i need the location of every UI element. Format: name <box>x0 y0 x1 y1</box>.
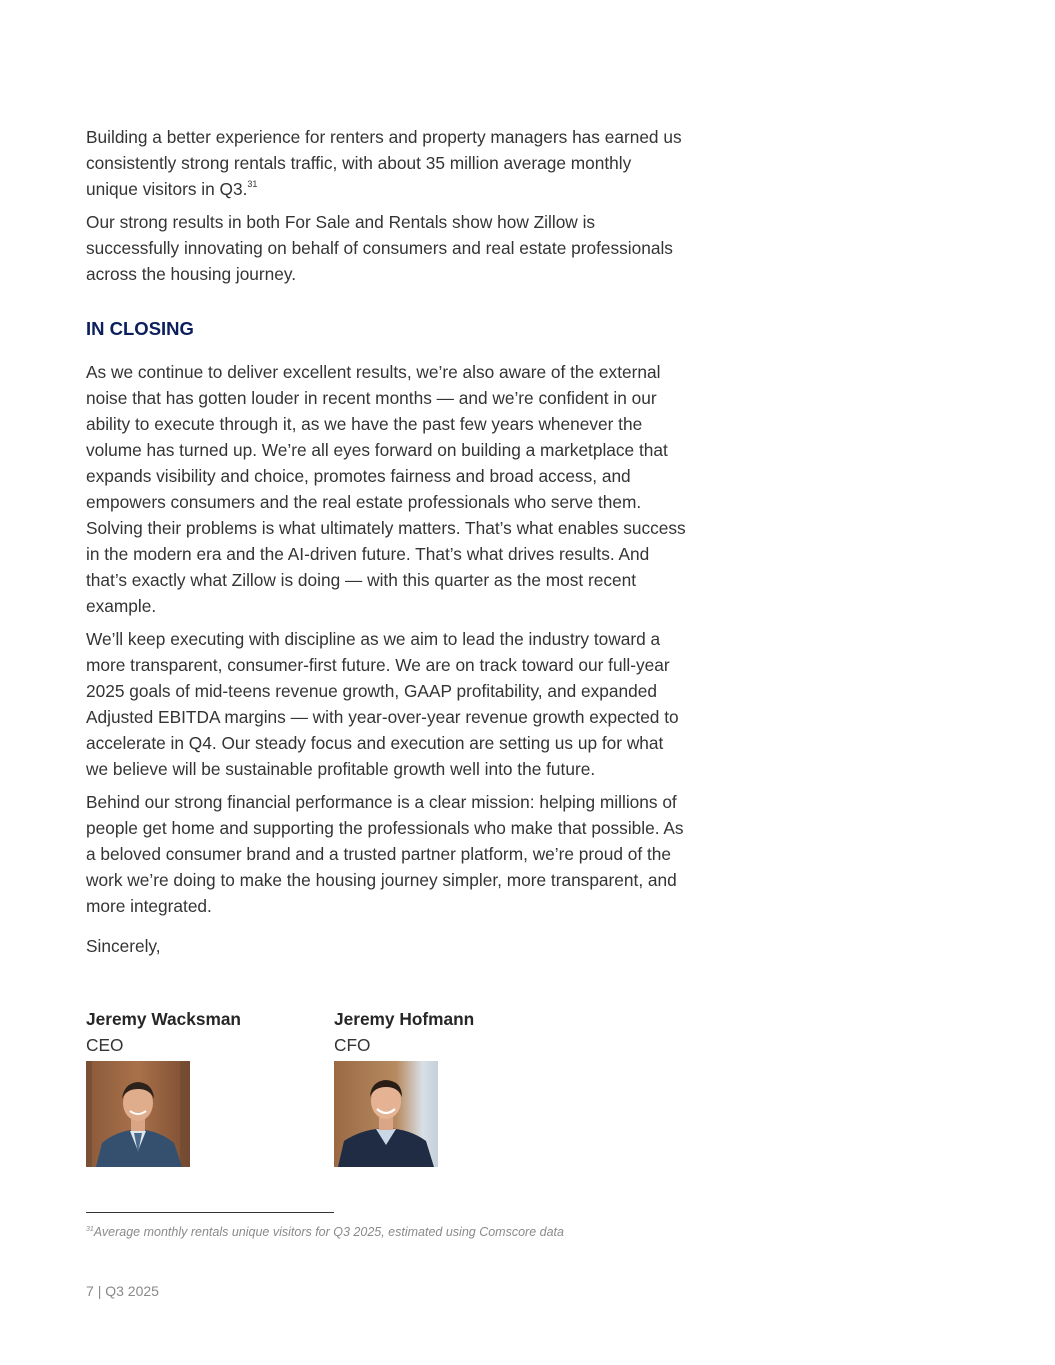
signatory-cfo <box>334 1006 474 1167</box>
footnote-number: 31 <box>86 1225 94 1233</box>
section-heading: IN CLOSING <box>86 318 194 339</box>
signatory-name: Jeremy Hofmann <box>334 1009 475 1029</box>
body-paragraph: As we continue to deliver excellent results, we’re also aware of the external noise that has gotten louder in recent months — and we’re confident in our ability to execute through it, as we have the past few years whenever the volume has turned up. We’re all eyes forward on building a marketplace that expands visibility and choice, promotes fairness and broad access, and empowers consumers and the real estate professionals who serve them. Solving their problems is what ultimately matters. That’s what enables success in the modern era and the AI-driven future. That’s what drives results. And that’s exactly what Zillow is doing — with this quarter as the most recent example. <box>86 362 686 616</box>
page-footer <box>86 1282 159 1300</box>
letter-body <box>86 124 686 959</box>
report-period: Q3 2025 <box>105 1283 159 1299</box>
footnote-text: Average monthly rentals unique visitors for Q3 2025, estimated using Comscore data <box>93 1225 564 1239</box>
body-paragraph: Behind our strong financial performance is a clear mission: helping millions of people get home and supporting the professionals who make that possible. As a beloved consumer brand and a trusted partner platform, we’re proud of the work we’re doing to make the housing journey simpler, more transparent, and more integrated. <box>86 792 684 916</box>
footnote-reference[interactable]: 31 <box>247 179 258 190</box>
footer-separator: | <box>97 1283 102 1299</box>
body-paragraph: Building a better experience for renters and property managers has earned us consistently strong rentals traffic, with about 35 million average monthly unique visitors in Q3.31 <box>86 127 682 199</box>
signatory-ceo <box>86 1006 241 1167</box>
footnote-divider <box>86 1212 334 1213</box>
signatory-title: CEO <box>86 1035 124 1055</box>
signatory-name: Jeremy Wacksman <box>86 1009 241 1029</box>
signatory-title: CFO <box>334 1035 371 1055</box>
ceo-portrait-photo <box>86 1061 190 1167</box>
body-paragraph: We’ll keep executing with discipline as we aim to lead the industry toward a more transparent, consumer-first future. We are on track toward our full-year 2025 goals of mid-teens revenue growth, GAAP profitability, and expanded Adjusted EBITDA margins — with year-over-year revenue growth expected to accelerate in Q4. Our steady focus and execution are setting us up for what we believe will be sustainable profitable growth well into the future. <box>86 629 679 779</box>
closing-salutation: Sincerely, <box>86 936 161 956</box>
footnote <box>86 1224 564 1240</box>
signature-block <box>86 1006 686 1176</box>
body-paragraph: Our strong results in both For Sale and Rentals show how Zillow is successfully innovating on behalf of consumers and real estate professionals across the housing journey. <box>86 212 673 284</box>
cfo-portrait-photo <box>334 1061 438 1167</box>
page-number: 7 <box>86 1283 94 1299</box>
